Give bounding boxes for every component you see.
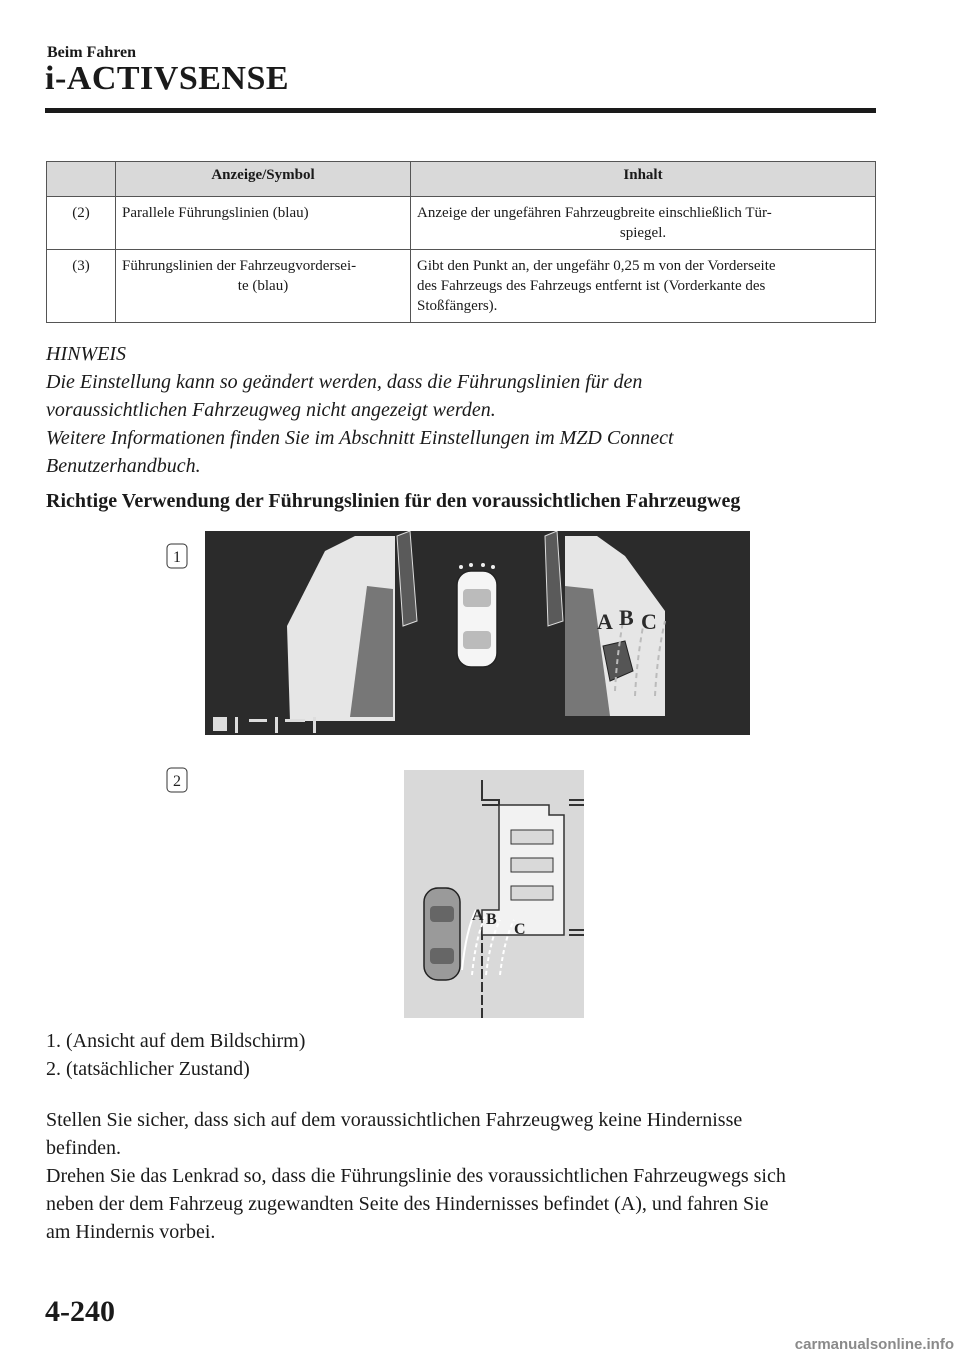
table-row	[47, 250, 876, 323]
body-line: neben der dem Fahrzeug zugewandten Seite des Hindernisses befindet (A), und fahren Sie	[46, 1193, 769, 1215]
figure-marker-1-label: 1	[173, 549, 181, 566]
actual-label-c: C	[514, 921, 526, 938]
row-symbol: Parallele Führungslinien (blau)	[116, 197, 411, 250]
section-title: Beim Fahren	[47, 44, 137, 61]
table-header-row	[47, 162, 876, 197]
figure-marker-2	[166, 767, 188, 797]
figure-marker-2-label: 2	[173, 773, 181, 790]
row-content-line: Gibt den Punkt an, der ungefähr 0,25 m von der Vorderseite	[417, 258, 776, 274]
row-symbol	[116, 250, 411, 323]
figure-marker-1	[166, 543, 188, 573]
row-symbol-line: te (blau)	[237, 278, 289, 294]
table-header-content: Inhalt	[411, 162, 876, 197]
info-table	[46, 161, 876, 323]
figure-marker-1-icon	[166, 543, 188, 569]
screen-label-b: B	[619, 605, 634, 630]
table-header-symbol: Anzeige/Symbol	[116, 162, 411, 197]
row-number: (3)	[47, 250, 116, 323]
body-line: Drehen Sie das Lenkrad so, dass die Führungslinie des voraussichtlichen Fahrzeugwegs sich	[46, 1165, 786, 1187]
row-content-line: des Fahrzeugs des Fahrzeugs entfernt ist (Vorderkante des	[417, 278, 766, 294]
actual-label-a: A	[472, 907, 484, 924]
note-line: Die Einstellung kann so geändert werden, dass die Führungslinien für den	[46, 371, 643, 393]
figure-legend	[46, 1027, 305, 1083]
table-header-num	[47, 162, 116, 197]
note-line: voraussichtlichen Fahrzeugweg nicht angezeigt werden.	[46, 399, 496, 421]
note-title: HINWEIS	[46, 343, 126, 365]
chapter-title: i-ACTIVSENSE	[45, 60, 290, 97]
screen-label-a: A	[597, 609, 613, 634]
legend-item: 1. (Ansicht auf dem Bildschirm)	[46, 1030, 306, 1052]
subheading: Richtige Verwendung der Führungslinien für den voraussichtlichen Fahrzeugweg	[46, 490, 741, 512]
actual-label-b: B	[486, 911, 497, 928]
note-line: Weitere Informationen finden Sie im Abschnitt Einstellungen im MZD Connect	[46, 427, 674, 449]
page-number: 4-240	[45, 1295, 115, 1328]
legend-item: 2. (tatsächlicher Zustand)	[46, 1058, 250, 1080]
row-content-line: spiegel.	[619, 225, 667, 241]
actual-situation-illustration	[404, 770, 584, 1018]
body-line: Stellen Sie sicher, dass sich auf dem voraussichtlichen Fahrzeugweg keine Hindernisse	[46, 1109, 743, 1131]
note-box	[46, 340, 886, 480]
row-content	[411, 250, 876, 323]
row-symbol-line: Führungslinien der Fahrzeugvordersei-	[122, 258, 357, 274]
body-line: am Hindernis vorbei.	[46, 1221, 216, 1243]
row-content-line: Anzeige der ungefähren Fahrzeugbreite einschließlich Tür-	[417, 205, 772, 221]
body-text	[46, 1106, 886, 1246]
body-line: befinden.	[46, 1137, 121, 1159]
header-rule	[45, 108, 876, 113]
row-content-line: Stoßfängers).	[417, 298, 498, 314]
note-line: Benutzerhandbuch.	[46, 455, 201, 477]
figure-marker-2-icon	[166, 767, 188, 793]
screen-label-c: C	[641, 609, 657, 634]
row-content	[411, 197, 876, 250]
watermark: carmanualsonline.info	[794, 1336, 954, 1353]
row-number: (2)	[47, 197, 116, 250]
table-row	[47, 197, 876, 250]
screen-view-illustration	[205, 531, 750, 735]
